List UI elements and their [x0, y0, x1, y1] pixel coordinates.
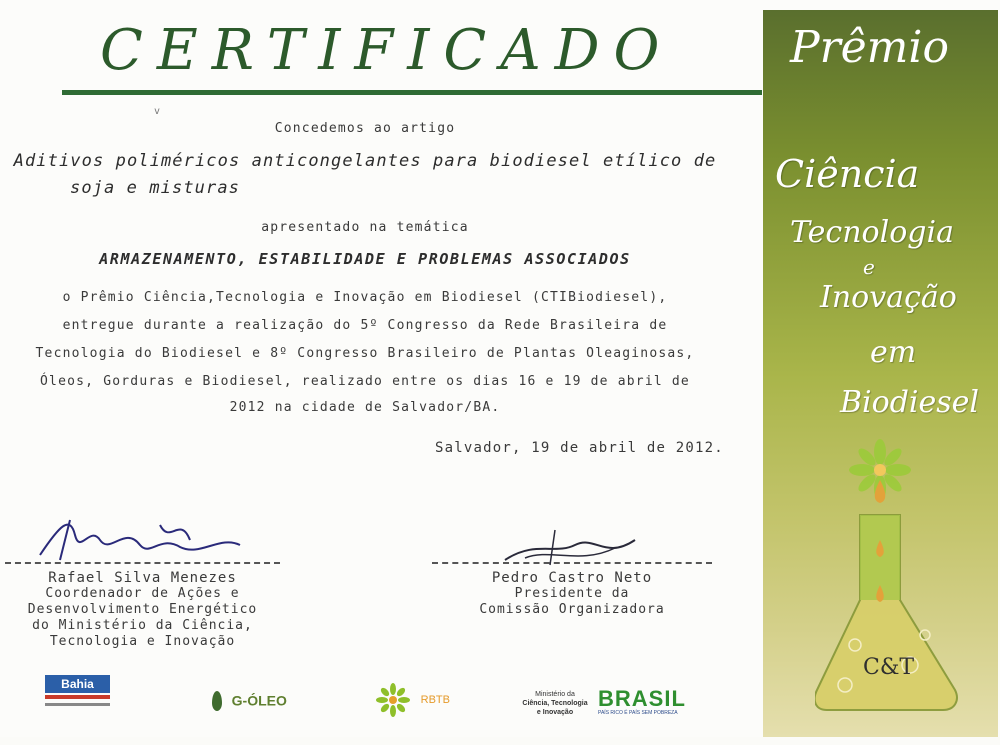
ministerio-line-2: Ciência, Tecnologia [522, 700, 588, 707]
signatory-1-role-4: Tecnologia e Inovação [49, 634, 236, 649]
rbtb-logo [375, 682, 465, 737]
bahia-logo [45, 675, 115, 730]
signatory-1-role-1: Coordenador de Ações e [45, 586, 240, 601]
body-line-4: Óleos, Gorduras e Biodiesel, realizado entre os dias 16 e 19 de abril de [40, 374, 690, 389]
signature-line-1 [5, 562, 280, 564]
signatory-2-role-2: Comissão Organizadora [479, 602, 665, 617]
rbtb-flower-icon [375, 682, 411, 718]
body-line-3: Tecnologia do Biodiesel e 8º Congresso Brasileiro de Plantas Oleaginosas, [35, 346, 695, 361]
panel-em: em [870, 335, 917, 370]
certificate-title: CERTIFICADO [100, 18, 674, 83]
brasil-logo-text: BRASIL [598, 686, 686, 711]
theme-intro: apresentado na temática [261, 220, 469, 235]
signature-line-2 [432, 562, 712, 564]
signatory-1 [0, 570, 285, 650]
brasil-logo-subtitle: PAÍS RICO É PAÍS SEM POBREZA [598, 710, 678, 716]
title-underline [62, 90, 762, 95]
signatory-2-name: Pedro Castro Neto [491, 570, 653, 586]
body-line-2: entregue durante a realização do 5º Congresso da Rede Brasileira de [62, 318, 668, 333]
signatory-1-role-2: Desenvolvimento Energético [27, 602, 258, 617]
signature-rafael [30, 505, 270, 565]
brasil-logo [598, 688, 693, 743]
intro-text: Concedemos ao artigo [274, 121, 456, 136]
ministerio-line-3: e Inovação [536, 709, 574, 716]
panel-ciencia: Ciência [775, 152, 920, 196]
theme-title: ARMAZENAMENTO, ESTABILIDADE E PROBLEMAS ASSOCIADOS [99, 250, 631, 268]
panel-tecnologia: Tecnologia [790, 215, 954, 250]
ministerio-line-1: Ministério da [535, 691, 575, 698]
signatory-1-name: Rafael Silva Menezes [48, 570, 237, 586]
small-mark: v [154, 106, 161, 117]
rbtb-logo-text: RBTB [420, 694, 450, 706]
panel-inovacao: Inovação [820, 280, 957, 315]
signatory-2 [432, 570, 712, 618]
signatory-2-role-1: Presidente da [514, 586, 630, 601]
article-title-line-2: soja e misturas [69, 178, 241, 198]
panel-e: e [863, 255, 875, 279]
bahia-logo-text: Bahia [45, 675, 110, 693]
body-line-5: 2012 na cidade de Salvador/BA. [229, 400, 501, 415]
flask-illustration [815, 435, 965, 735]
article-title-line-1: Aditivos poliméricos anticongelantes para biodiesel etílico de [13, 151, 717, 171]
panel-premio: Prêmio [790, 22, 949, 73]
issue-date: Salvador, 19 de abril de 2012. [435, 440, 724, 456]
signatory-1-role-3: do Ministério da Ciência, [32, 618, 253, 633]
flask-label: C&T [863, 655, 915, 680]
body-line-1: o Prêmio Ciência,Tecnologia e Inovação em Biodiesel (CTIBiodiesel), [62, 290, 668, 305]
goleo-logo-text: G-ÓLEO [231, 692, 287, 709]
panel-biodiesel: Biodiesel [840, 385, 979, 420]
